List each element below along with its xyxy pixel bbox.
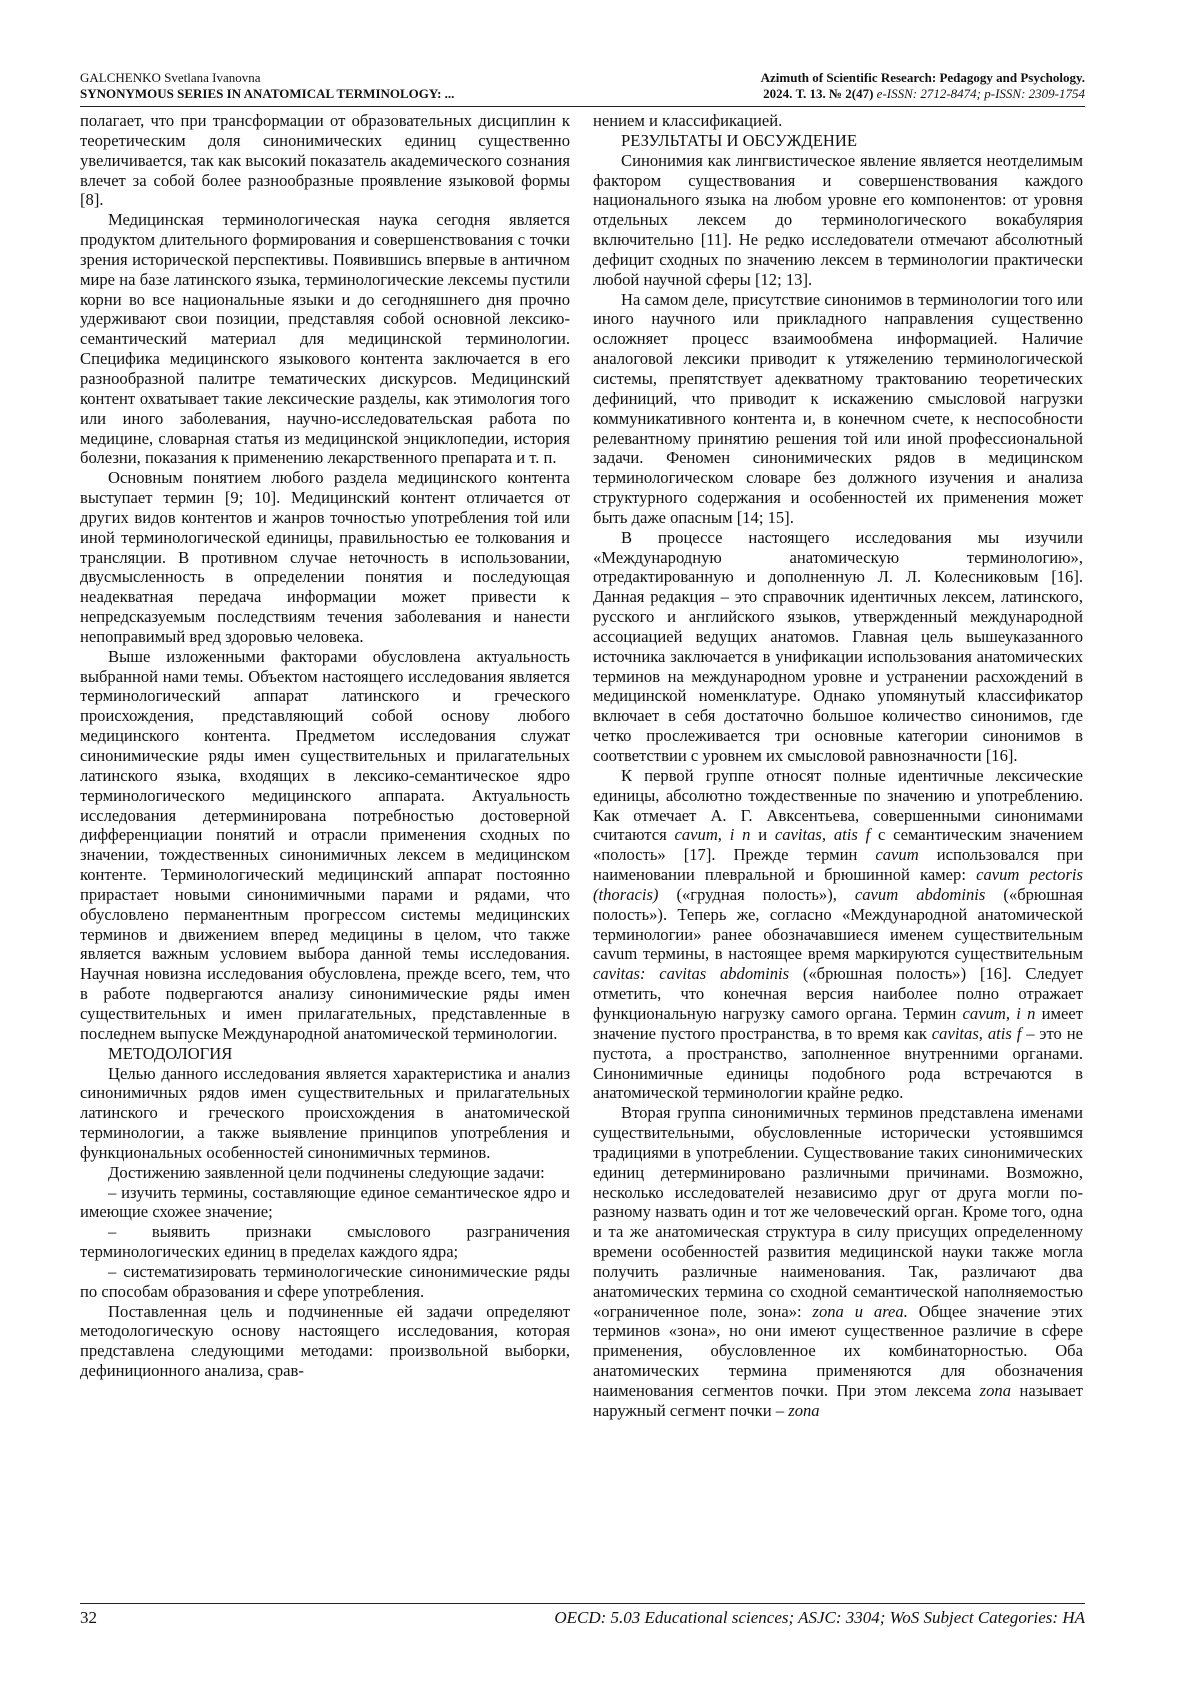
latin-term: zona <box>788 1400 820 1420</box>
text-run: называет наружный сегмент почки – <box>593 1381 1083 1420</box>
left-column <box>80 111 570 1611</box>
right-column <box>593 111 1083 1611</box>
task-item: – изучить термины, составляющие единое семантическое ядро и имеющие схожее значение; <box>80 1182 570 1222</box>
article-short-title: SYNONYMOUS SERIES IN ANATOMICAL TERMINOLOGY: ... <box>80 86 455 101</box>
task-item: – выявить признаки смыслового разграничения терминологических единиц в пределах каждого ядра; <box>80 1222 570 1262</box>
journal-issn: e-ISSN: 2712-8474; p-ISSN: 2309-1754 <box>876 86 1085 101</box>
text-run: имеет значение пустого пространства, в то время как <box>593 1003 1083 1043</box>
latin-term: cavitas: cavitas abdominis <box>593 964 790 984</box>
latin-term: zona u area. <box>812 1301 908 1321</box>
header-right <box>625 70 1085 102</box>
text-run: («брюшная полость») [16]. Следует отметить, что конечная версия наиболее полно отражает функциональную нагрузку самого органа. Термин <box>593 964 1083 1023</box>
header-left <box>80 70 640 102</box>
journal-name: Azimuth of Scientific Research: Pedagogy and Psychology. <box>760 70 1085 85</box>
running-header <box>80 70 1085 107</box>
paragraph: Основным понятием любого раздела медицинского контента выступает термин [9; 10]. Медицинский контент отличается от других видов контентов и жанров точностью употребления той или иной терминологической единицы, правильностью ее толкования и трансляции. В противном случае неточность в использовании, двусмысленность в определении понятия и последующая неадекватная передача информации может привести к непредсказуемым последствиям течения заболевания и нанести непоправимый вред здоровью человека. <box>80 468 570 646</box>
text-run: Общее значение этих терминов «зона», но они имеют существенное различие в сфере применения, обусловленное их комбинаторностью. Оба анатомических термина применяются для обозначения наименования сегментов почки. При этом лексема <box>593 1301 1083 1400</box>
text-run: Вторая группа синонимичных терминов представлена именами существительными, обусловленные исторически устоявшимся традициями в употреблении. Существование таких синонимических единиц детерминировано различными причинами. Возможно, несколько исследователей независимо друг от друга могли по-разному назвать один и тот же человеческий орган. Кроме того, одна и та же анатомическая структура в силу присущих определенному времени особенностей развития медицинской науки также могла получить различные наименования. Так, различают два анатомических термина со сходной семантической наполняемостью «ограниченное поле, зона»: <box>593 1103 1083 1321</box>
text-run: («грудная полость»), <box>658 884 855 904</box>
text-run: («брюшная полость»). Теперь же, согласно «Международной анатомической терминологии» ранее обозначавшиеся именем существительным cavum термины, в настоящее время маркируются существительным <box>593 884 1083 964</box>
paragraph: Выше изложенными факторами обусловлена актуальность выбранной нами темы. Объектом настоящего исследования является терминологический аппарат латинского и греческого происхождения, представляющий собой основу любого медицинского контента. Предметом исследования служат синонимические ряды имен существительных и прилагательных латинского языка, входящих в лексико-семантическое ядро терминологического медицинского аппарата. Актуальность исследования детерминирована потребностью достоверной дифференциации понятий и отрасли применения сходных по значении, тождественных синонимичных лексем в медицинском контенте. Терминологический медицинский аппарат постоянно прирастает новыми синонимичными парами и рядами, что обусловлено перманентным прогрессом системы медицинских терминов и движением вперед медицины в целом, что также является важным условием выбора данной темы исследования. Научная новизна исследования обусловлена, прежде всего, тем, что в работе подвергаются анализу синонимические ряды имен существительных и имен прилагательных, представленные в последнем выпуске Международной анатомической терминологии. <box>80 646 570 1043</box>
paragraph <box>593 766 1083 1103</box>
author-name: GALCHENKO Svetlana Ivanovna <box>80 70 261 85</box>
paragraph: нением и классификацией. <box>593 111 783 130</box>
latin-term: cavum, i n <box>674 825 751 845</box>
paragraph <box>593 1103 1083 1421</box>
page-number: 32 <box>80 1608 97 1627</box>
latin-term: cavum, i n <box>962 1003 1036 1023</box>
task-item: – систематизировать терминологические синонимические ряды по способам образования и сфере употребления. <box>80 1261 570 1301</box>
section-heading-results: РЕЗУЛЬТАТЫ И ОБСУЖДЕНИЕ <box>621 130 858 150</box>
text-run: использовался при наименовании плевральной и брюшинной камер: <box>593 845 1083 885</box>
paragraph: полагает, что при трансформации от образовательных дисциплин к теоретическим доля синонимических единиц существенно увеличивается, так как высокий показатель академического сознания влечет за собой более разнообразные проявление языковой формы [8]. <box>80 111 570 210</box>
paragraph: Медицинская терминологическая наука сегодня является продуктом длительного формирования и совершенствования с точки зрения исторической перспективы. Появившись впервые в античном мире на базе латинского языка, терминологические лексемы пустили корни во все национальные языки и до сегодняшнего дня прочно удерживают свои позиции, представляя собой основной лексико-семантический материал для медицинской терминологии. Специфика медицинского языкового контента заключается в его разнообразной палитре тематических дискурсов. Медицинский контент охватывает такие лексические разделы, как этимология того или иного заболевания, научно-исследовательская работа по медицине, словарная статья из медицинской энциклопедии, история болезни, показания к применению лекарственного препарата и т. п. <box>80 210 570 468</box>
latin-term: cavum pectoris (thoracis) <box>593 865 1083 904</box>
text-run: К первой группе относят полные идентичные лексические единицы, абсолютно тождественные по значению и употреблению. Как отмечает А. Г. Авксентьева, совершенными синонимами считаются <box>593 765 1083 845</box>
text-run: – это не пустота, а пространство, заполненное внутренними органами. Синонимичные единицы подобного рода встречаются в анатомической терминологии крайне редко. <box>593 1023 1083 1103</box>
latin-term: cavum <box>875 845 919 865</box>
page-footer <box>80 1603 1085 1630</box>
paragraph: Поставленная цель и подчиненные ей задачи определяют методологическую основу настоящего исследования, которая представлена следующими методами: произвольной выборки, дефиниционного анализа, срав- <box>80 1301 570 1381</box>
section-heading-methodology: МЕТОДОЛОГИЯ <box>108 1043 233 1063</box>
journal-issue-line <box>625 86 1085 102</box>
text-run: и <box>750 825 775 845</box>
subject-classification: OECD: 5.03 Educational sciences; ASJC: 3304; WoS Subject Categories: HA <box>554 1608 1085 1627</box>
paragraph: Достижению заявленной цели подчинены следующие задачи: <box>108 1162 545 1182</box>
paragraph: На самом деле, присутствие синонимов в терминологии того или иного научного или прикладного направления существенно осложняет процесс взаимообмена информацией. Наличие аналоговой лексики приводит к утяжелению терминологической системы, препятствует адекватному трактованию теоретических дефиниций, что приводит к искажению смысловой нагрузки коммуникативного контента и, в конечном счете, к неспособности релевантному принятию решения той или иной профессиональной задачи. Феномен синонимических рядов в медицинском терминологическом словаре без должного изучения и анализа структурного содержания и особенностей их применения может быть даже опасным [14; 15]. <box>593 289 1083 527</box>
journal-issue: 2024. Т. 13. № 2(47) <box>763 86 874 101</box>
text-run: с семантическим значением «полость» [17]. Прежде термин <box>593 825 1083 865</box>
paragraph: В процессе настоящего исследования мы изучили «Международную анатомическую терминологию», отредактированную и дополненную Л. Л. Колесниковым [16]. Данная редакция – это справочник идентичных лексем, латинского, русского и английского языков, утвержденный международной ассоциацией ведущих анатомов. Главная цель вышеуказанного источника заключается в унификации использования анатомических терминов на международном уровне и устранении расхождений в медицинской номенклатуре. Однако упомянутый классификатор включает в себя достаточно большое количество синонимов, где четко прослеживается три основные категории синонимов в соответствии с уровнем их смысловой равнозначности [16]. <box>593 527 1083 765</box>
latin-term: zona <box>979 1381 1011 1400</box>
latin-term: cavitas, atis f <box>931 1023 1022 1043</box>
paragraph: Целью данного исследования является характеристика и анализ синонимичных рядов имен существительных и прилагательных латинского и греческого происхождения в анатомической терминологии, а также выявление принципов употребления и функциональных особенностей синонимичных терминов. <box>80 1063 570 1162</box>
paragraph: Синонимия как лингвистическое явление является неотделимым фактором существования и совершенствования каждого национального языка на любом уровне его компонентов: от уровня отдельных лексем до терминологического вокабулярия включительно [11]. Не редко исследователи отмечают абсолютный дефицит сходных по значению лексем в терминологии практически любой научной сферы [12; 13]. <box>593 150 1083 289</box>
latin-term: cavitas, atis f <box>774 825 871 845</box>
latin-term: cavum abdominis <box>854 884 986 904</box>
